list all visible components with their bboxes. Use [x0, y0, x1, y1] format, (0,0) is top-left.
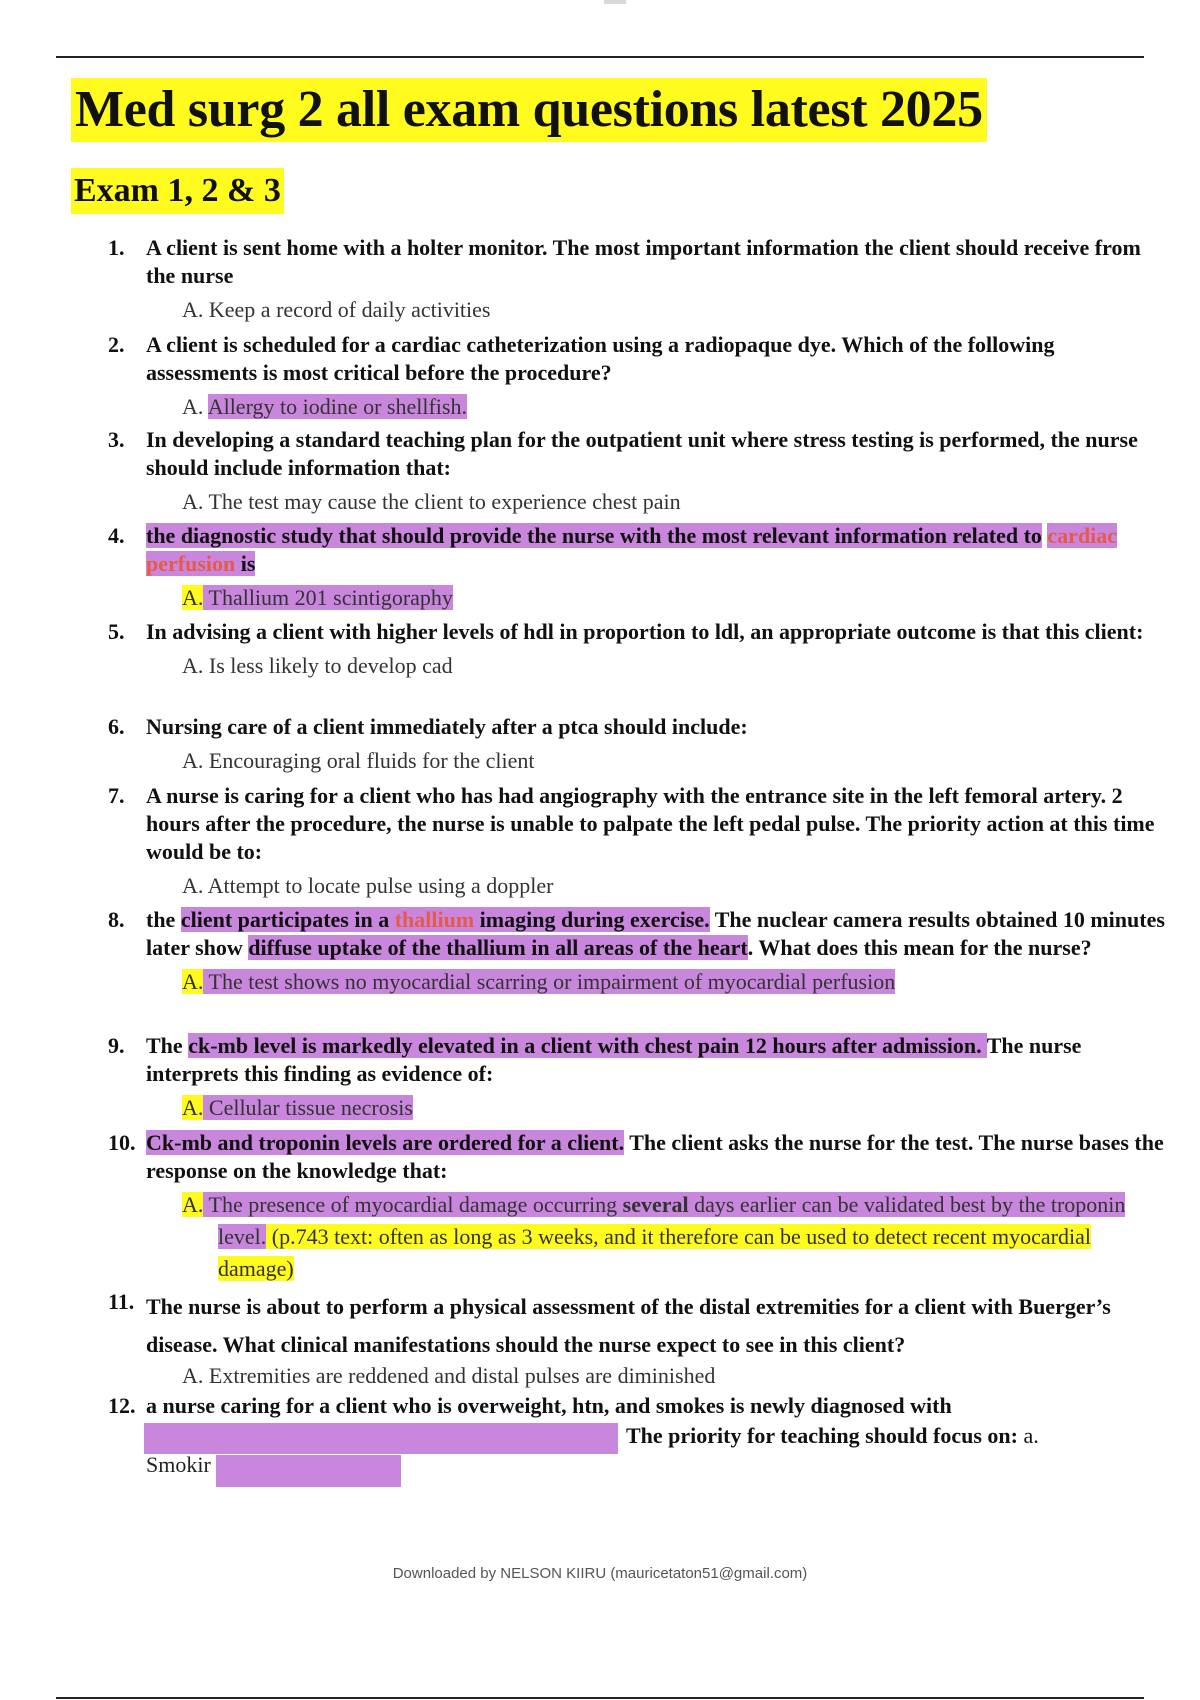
answer	[182, 391, 1168, 423]
answer-text: Allergy to iodine or shellfish.	[207, 394, 467, 419]
question-10	[108, 1129, 1168, 1285]
answer-letter: A.	[182, 1192, 204, 1217]
question-6	[108, 713, 1168, 777]
answer: A. Is less likely to develop cad	[182, 653, 453, 678]
question-9	[108, 1032, 1168, 1124]
question-number: 9.	[108, 1033, 125, 1058]
question-number: 2.	[108, 332, 125, 357]
top-rule	[56, 56, 1144, 58]
question-2	[108, 331, 1168, 423]
answer-text: The test shows no myocardial scarring or impairment of myocardial perfusion	[208, 969, 896, 994]
question-text-cont: The priority for teaching should focus on: a.	[626, 1423, 1039, 1448]
question-text: Ck-mb and troponin levels are ordered for a client. The client asks the nurse for the test. The nurse bases the response on the knowledge that:	[146, 1130, 1164, 1183]
question-text: In developing a standard teaching plan for the outpatient unit where stress testing is performed, the nurse should include information that:	[146, 427, 1138, 480]
answer	[182, 582, 1168, 614]
redacted-highlight	[144, 1423, 618, 1454]
page-subtitle: Exam 1, 2 & 3	[71, 168, 284, 214]
page-tab	[604, 0, 626, 4]
answer-letter: A.	[182, 1095, 204, 1120]
question-text: a nurse caring for a client who is overweight, htn, and smokes is newly diagnosed with	[146, 1393, 952, 1418]
question-text: The nurse is about to perform a physical assessment of the distal extremities for a client with Buerger’s disease. What clinical manifestations should the nurse expect to see in this client?	[146, 1294, 1111, 1357]
question-12-answer: Smokir	[146, 1452, 211, 1477]
answer: A. Keep a record of daily activities	[182, 297, 491, 322]
answer	[182, 1092, 1168, 1124]
answer: A. Encouraging oral fluids for the client	[182, 748, 535, 773]
question-11	[108, 1288, 1168, 1392]
download-footer: Downloaded by NELSON KIIRU (mauricetaton51@gmail.com)	[392, 1565, 808, 1582]
answer-text: Cellular tissue necrosis	[208, 1095, 413, 1120]
answer: A. The presence of myocardial damage occurring several days earlier can be validated best by the troponin level. (p.743 text: often as long as 3 weeks, and it therefore can be used to detect recent myocardial damage)	[182, 1192, 1126, 1281]
answer: A. Extremities are reddened and distal pulses are diminished	[182, 1363, 716, 1388]
question-3	[108, 426, 1168, 518]
answer-letter: A.	[182, 394, 204, 419]
question-number: 4.	[108, 523, 125, 548]
question-7	[108, 782, 1168, 902]
bottom-rule	[56, 1697, 1144, 1699]
question-number: 6.	[108, 714, 125, 739]
answer: A. Attempt to locate pulse using a doppler	[182, 873, 554, 898]
question-5	[108, 618, 1168, 682]
answer-letter: A.	[182, 585, 204, 610]
question-number: 12.	[108, 1393, 136, 1418]
question-text: the client participates in a thallium imaging during exercise. The nuclear camera results obtained 10 minutes later show diffuse uptake of the thallium in all areas of the heart. What does this mean for the nurse?	[146, 907, 1165, 960]
question-8	[108, 906, 1168, 998]
question-4	[108, 522, 1168, 614]
question-1	[108, 234, 1168, 326]
question-number: 11.	[108, 1289, 135, 1314]
question-text: A client is sent home with a holter monitor. The most important information the client should receive from the nurse	[146, 235, 1141, 288]
question-number: 3.	[108, 427, 125, 452]
question-text: the diagnostic study that should provide the nurse with the most relevant information related to cardiac perfusion is	[146, 523, 1118, 576]
question-number: 10.	[108, 1130, 136, 1155]
question-text: The ck-mb level is markedly elevated in a client with chest pain 12 hours after admission. The nurse interprets this finding as evidence of:	[146, 1033, 1082, 1086]
question-number: 1.	[108, 235, 125, 260]
redacted-highlight	[216, 1455, 401, 1487]
answer-letter: A.	[182, 969, 204, 994]
answer-text: Thallium 201 scintigoraphy	[208, 585, 453, 610]
answer	[182, 966, 1168, 998]
answer: A. The test may cause the client to experience chest pain	[182, 489, 681, 514]
question-text: In advising a client with higher levels of hdl in proportion to ldl, an appropriate outcome is that this client:	[146, 619, 1144, 644]
question-text: A client is scheduled for a cardiac catheterization using a radiopaque dye. Which of the following assessments is most critical before the procedure?	[146, 332, 1055, 385]
question-number: 5.	[108, 619, 125, 644]
page-title: Med surg 2 all exam questions latest 2025	[71, 78, 987, 142]
question-text: Nursing care of a client immediately after a ptca should include:	[146, 714, 748, 739]
question-text: A nurse is caring for a client who has had angiography with the entrance site in the left femoral artery. 2 hours after the procedure, the nurse is unable to palpate the left pedal pulse. The priority action at this time would be to:	[146, 783, 1155, 864]
question-number: 8.	[108, 907, 125, 932]
question-number: 7.	[108, 783, 125, 808]
